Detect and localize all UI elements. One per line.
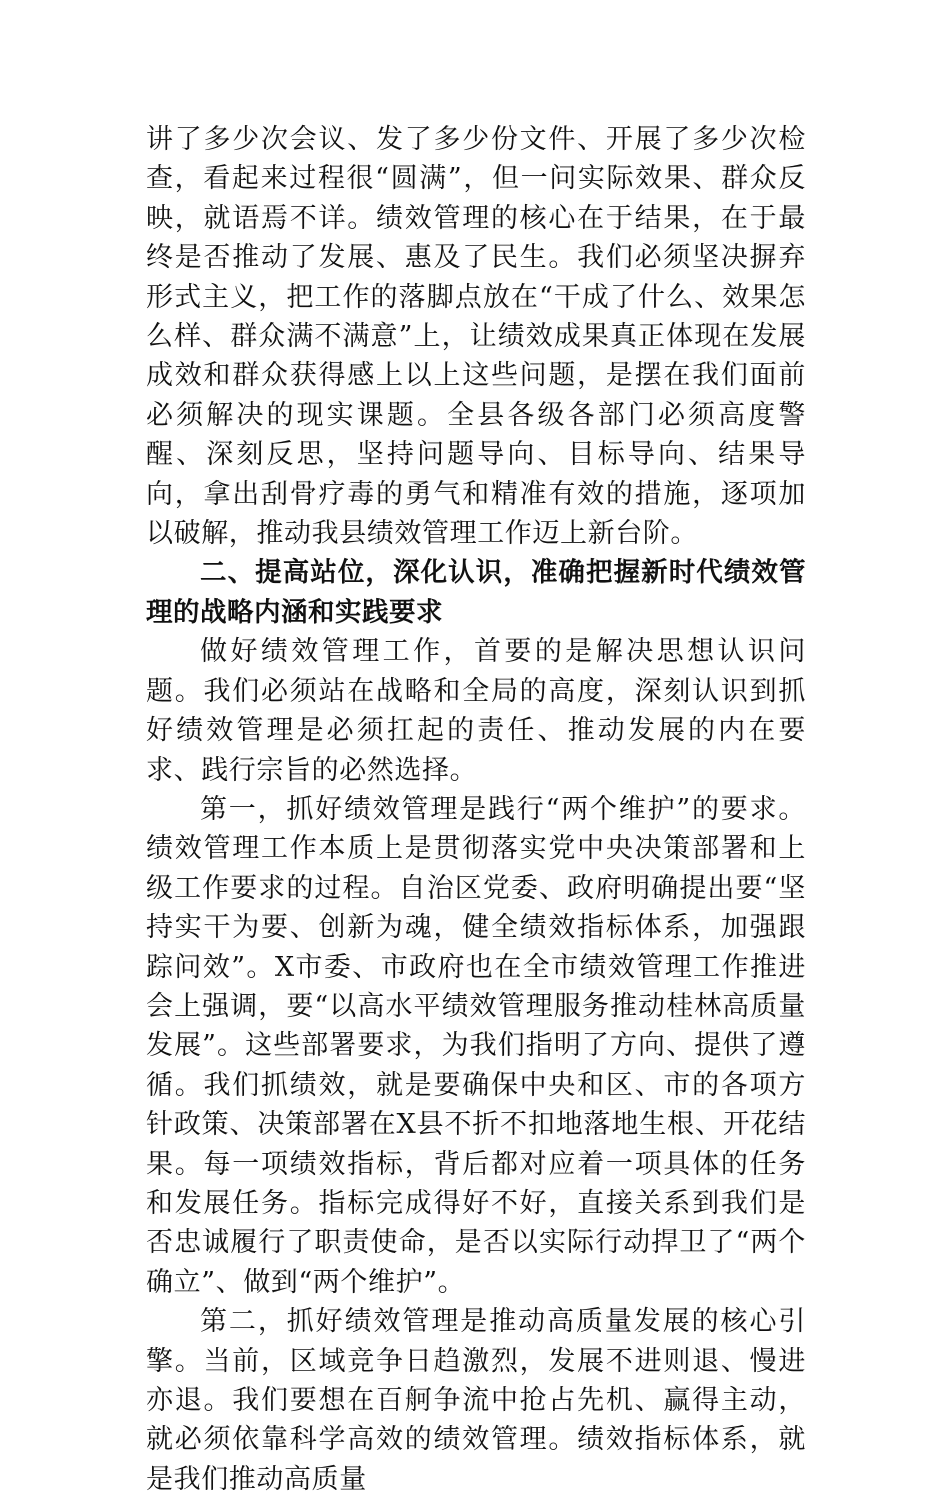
document-body [146,120,806,1499]
body-paragraph-2: 做好绩效管理工作，首要的是解决思想认识问题。我们必须站在战略和全局的高度，深刻认识到抓好绩效管理是必须扛起的责任、推动发展的内在要求、践行宗旨的必然选择。 [146,636,806,786]
body-paragraph-3: 第一，抓好绩效管理是践行“两个维护”的要求。绩效管理工作本质上是贯彻落实党中央决策部署和上级工作要求的过程。自治区党委、政府明确提出要“坚持实干为要、创新为魂，健全绩效指标体系，加强跟踪问效”。X市委、市政府也在全市绩效管理工作推进会上强调，要“以高水平绩效管理服务推动桂林高质量发展”。这些部署要求，为我们指明了方向、提供了遵循。我们抓绩效，就是要确保中央和区、市的各项方针政策、决策部署在X县不折不扣地落地生根、开花结果。每一项绩效指标，背后都对应着一项具体的任务和发展任务。指标完成得好不好，直接关系到我们是否忠诚履行了职责使命，是否以实际行动捍卫了“两个确立”、做到“两个维护”。 [146,793,806,1298]
body-paragraph-1: 讲了多少次会议、发了多少份文件、开展了多少次检查，看起来过程很“圆满”，但一问实际效果、群众反映，就语焉不详。绩效管理的核心在于结果，在于最终是否推动了发展、惠及了民生。我们必须坚决摒弃形式主义，把工作的落脚点放在“干成了什么、效果怎么样、群众满不满意”上，让绩效成果真正体现在发展成效和群众获得感上以上这些问题，是摆在我们面前必须解决的现实课题。全县各级各部门必须高度警醒、深刻反思，坚持问题导向、目标导向、结果导向，拿出刮骨疗毒的勇气和精准有效的措施，逐项加以破解，推动我县绩效管理工作迈上新台阶。 [146,124,806,550]
body-paragraph-4: 第二，抓好绩效管理是推动高质量发展的核心引擎。当前，区域竞争日趋激烈，发展不进则退、慢进亦退。我们要想在百舸争流中抢占先机、赢得主动，就必须依靠科学高效的绩效管理。绩效指标体系，就是我们推动高质量 [146,1306,806,1495]
section-heading-2: 二、提高站位，深化认识，准确把握新时代绩效管理的战略内涵和实践要求 [146,557,806,628]
